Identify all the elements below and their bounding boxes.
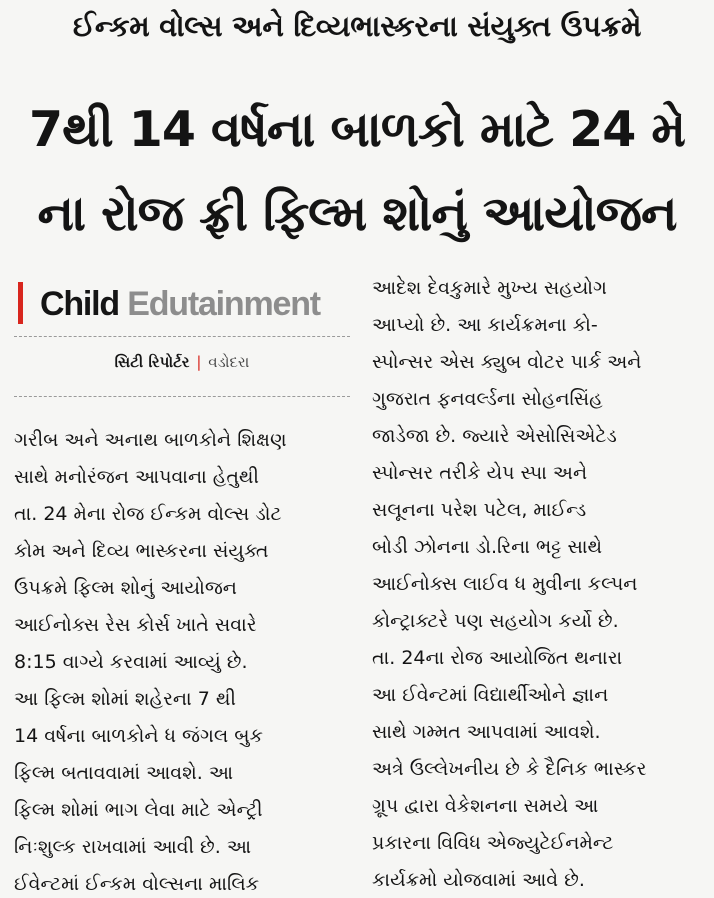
article-line: કોન્ટ્રાક્ટરે પણ સહયોગ કર્યો છે. [372, 610, 619, 632]
article-line: કાર્યક્રમો યોજવામાં આવે છે. [372, 869, 585, 891]
article-line: તા. 24ના રોજ આયોજિત થનારા [372, 647, 623, 669]
article-line: તા. 24 મેના રોજ ઈન્કમ વોલ્સ ડોટ [14, 503, 282, 525]
article-column-right [372, 270, 704, 898]
article-line: આદેશ દેવકુમારે મુખ્ય સહયોગ [372, 277, 607, 299]
article-line: ઈવેન્ટમાં ઈન્કમ વોલ્સના માલિક [14, 873, 260, 895]
article-line: પ્રકારના વિવિધ એજ્યુટેઈનમેન્ટ [372, 832, 614, 854]
article-line: ફિલ્મ બતાવવામાં આવશે. આ [14, 762, 234, 784]
article-line: જાડેજા છે. જ્યારે એસોસિએટેડ [372, 425, 617, 447]
article-line: સ્પોન્સર એસ ક્યુબ વોટર પાર્ક અને [372, 351, 642, 373]
brand-word-child: Child [40, 285, 119, 323]
article-line: ઉપક્રમે ફિલ્મ શોનું આયોજન [14, 577, 237, 599]
brand-word-edutainment: Edutainment [127, 285, 320, 323]
article-line: 14 વર્ષના બાળકોને ધ જંગલ બુક [14, 725, 263, 747]
article-line: આ ઈવેન્ટમાં વિદ્યાર્થીઓને જ્ઞાન [372, 684, 609, 706]
article-line: આઈનોક્સ રેસ કોર્સ ખાતે સવારે [14, 614, 257, 636]
article-line: ગુજરાત ફનવર્લ્ડના સોહનસિંહ [372, 388, 603, 410]
byline-city: વડોદરા [208, 353, 250, 371]
brand-accent-bar [18, 282, 23, 324]
column-brand-box [14, 272, 350, 337]
article-line: સ્પોન્સર તરીકે યેપ સ્પા અને [372, 462, 588, 484]
article-line: નિઃશુલ્ક રાખવામાં આવી છે. આ [14, 836, 251, 858]
byline-separator: | [196, 353, 202, 371]
byline-reporter: સિટી રિપોર્ટર [114, 353, 190, 371]
headline-line-2: ના રોજ ફ્રી ફિલ્મ શોનું આયોજન [37, 185, 677, 242]
byline [14, 350, 350, 374]
article-line: 8:15 વાગ્યે કરવામાં આવ્યું છે. [14, 651, 248, 673]
article-body-left [14, 422, 350, 898]
article-line: બોડી ઝોનના ડો.રિના ભટ્ટ સાથે [372, 536, 603, 558]
article-line: સલૂનના પરેશ પટેલ, માઈન્ડ [372, 499, 587, 521]
column-brand-logo [40, 284, 320, 324]
article-line: ફિલ્મ શોમાં ભાગ લેવા માટે એન્ટ્રી [14, 799, 263, 821]
article-line: સાથે મનોરંજન આપવાના હેતુથી [14, 466, 259, 488]
article-line: આ ફિલ્મ શોમાં શહેરના 7 થી [14, 688, 236, 710]
headline [0, 88, 714, 256]
kicker-line: ઈન્કમ વોલ્સ અને દિવ્યભાસ્કરના સંયુક્ત ઉપક્રમે [72, 9, 642, 43]
article-line: કોમ અને દિવ્ય ભાસ્કરના સંયુક્ત [14, 540, 269, 562]
article-line: સાથે ગમ્મત આપવામાં આવશે. [372, 721, 601, 743]
article-line: આપ્યો છે. આ કાર્યક્રમના કો- [372, 314, 598, 336]
article-line: અત્રે ઉલ્લેખનીય છે કે દૈનિક ભાસ્કર [372, 758, 647, 780]
headline-line-1: 7થી 14 વર્ષના બાળકો માટે 24 મે [29, 101, 685, 158]
article-line: ગ્રૂપ દ્વારા વેકેશનના સમયે આ [372, 795, 599, 817]
article-line: આઈનોક્સ લાઈવ ધ મુવીના કલ્પન [372, 573, 638, 595]
byline-divider [14, 396, 350, 397]
article-body-right [372, 270, 704, 898]
article-column-left [14, 272, 350, 898]
article-line: ગરીબ અને અનાથ બાળકોને શિક્ષણ [14, 429, 287, 451]
